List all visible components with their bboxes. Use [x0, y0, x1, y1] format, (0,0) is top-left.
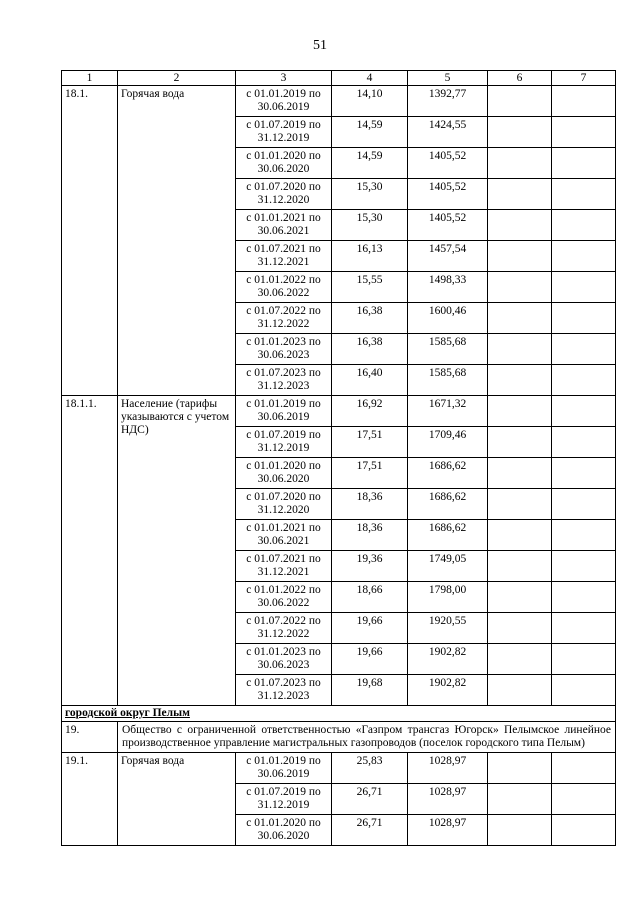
- value-col4: 15,55: [332, 272, 408, 303]
- value-col5: 1902,82: [408, 675, 488, 706]
- value-col5: 1424,55: [408, 117, 488, 148]
- value-col4: 15,30: [332, 210, 408, 241]
- empty-col6: [488, 815, 552, 846]
- empty-col7: [552, 753, 616, 784]
- empty-col7: [552, 396, 616, 427]
- value-col5: 1671,32: [408, 396, 488, 427]
- value-col5: 1902,82: [408, 644, 488, 675]
- value-col5: 1405,52: [408, 179, 488, 210]
- empty-col6: [488, 458, 552, 489]
- section-title: городской округ Пелым: [62, 706, 616, 722]
- value-col5: 1585,68: [408, 365, 488, 396]
- empty-col6: [488, 784, 552, 815]
- value-col4: 14,10: [332, 86, 408, 117]
- empty-col7: [552, 644, 616, 675]
- empty-col6: [488, 179, 552, 210]
- organization-row: [62, 722, 616, 753]
- column-header: 7: [552, 71, 616, 86]
- empty-col7: [552, 210, 616, 241]
- value-col5: 1686,62: [408, 520, 488, 551]
- empty-col6: [488, 303, 552, 334]
- period-cell: с 01.07.2022 по 31.12.2022: [236, 613, 332, 644]
- period-cell: с 01.07.2021 по 31.12.2021: [236, 241, 332, 272]
- value-col5: 1028,97: [408, 815, 488, 846]
- period-cell: с 01.01.2019 по 30.06.2019: [236, 396, 332, 427]
- value-col5: 1405,52: [408, 210, 488, 241]
- empty-col7: [552, 117, 616, 148]
- value-col5: 1749,05: [408, 551, 488, 582]
- table-row: [62, 753, 616, 784]
- header-row: [62, 71, 616, 86]
- empty-col7: [552, 489, 616, 520]
- period-cell: с 01.07.2020 по 31.12.2020: [236, 489, 332, 520]
- period-cell: с 01.01.2022 по 30.06.2022: [236, 272, 332, 303]
- empty-col7: [552, 551, 616, 582]
- value-col4: 26,71: [332, 815, 408, 846]
- period-cell: с 01.01.2021 по 30.06.2021: [236, 210, 332, 241]
- value-col5: 1709,46: [408, 427, 488, 458]
- empty-col6: [488, 427, 552, 458]
- empty-col7: [552, 179, 616, 210]
- value-col5: 1028,97: [408, 753, 488, 784]
- period-cell: с 01.01.2019 по 30.06.2019: [236, 86, 332, 117]
- empty-col6: [488, 489, 552, 520]
- column-header: 6: [488, 71, 552, 86]
- value-col5: 1392,77: [408, 86, 488, 117]
- item-number: 18.1.: [62, 86, 118, 396]
- empty-col6: [488, 210, 552, 241]
- value-col4: 18,36: [332, 489, 408, 520]
- item-name: Горячая вода: [118, 753, 236, 846]
- org-name: Общество с ограниченной ответственностью «Газпром трансгаз Югорск» Пелымское линейное производственное управление магистральных газопроводов (поселок городского типа Пелым): [118, 722, 616, 753]
- empty-col7: [552, 582, 616, 613]
- empty-col6: [488, 613, 552, 644]
- period-cell: с 01.07.2023 по 31.12.2023: [236, 675, 332, 706]
- value-col4: 17,51: [332, 427, 408, 458]
- value-col5: 1457,54: [408, 241, 488, 272]
- period-cell: с 01.01.2021 по 30.06.2021: [236, 520, 332, 551]
- period-cell: с 01.07.2022 по 31.12.2022: [236, 303, 332, 334]
- section-row: [62, 706, 616, 722]
- period-cell: с 01.01.2023 по 30.06.2023: [236, 334, 332, 365]
- value-col5: 1600,46: [408, 303, 488, 334]
- empty-col6: [488, 396, 552, 427]
- value-col4: 15,30: [332, 179, 408, 210]
- value-col4: 26,71: [332, 784, 408, 815]
- period-cell: с 01.07.2021 по 31.12.2021: [236, 551, 332, 582]
- empty-col6: [488, 241, 552, 272]
- value-col4: 16,92: [332, 396, 408, 427]
- value-col4: 16,38: [332, 334, 408, 365]
- period-cell: с 01.01.2023 по 30.06.2023: [236, 644, 332, 675]
- value-col4: 18,66: [332, 582, 408, 613]
- value-col4: 16,38: [332, 303, 408, 334]
- item-number: 18.1.1.: [62, 396, 118, 706]
- column-header: 4: [332, 71, 408, 86]
- empty-col7: [552, 784, 616, 815]
- column-header: 3: [236, 71, 332, 86]
- column-header: 5: [408, 71, 488, 86]
- empty-col7: [552, 241, 616, 272]
- empty-col7: [552, 815, 616, 846]
- value-col4: 19,68: [332, 675, 408, 706]
- value-col5: 1686,62: [408, 489, 488, 520]
- value-col4: 14,59: [332, 148, 408, 179]
- empty-col6: [488, 551, 552, 582]
- item-number: 19.1.: [62, 753, 118, 846]
- period-cell: с 01.01.2022 по 30.06.2022: [236, 582, 332, 613]
- empty-col6: [488, 117, 552, 148]
- empty-col6: [488, 582, 552, 613]
- empty-col6: [488, 86, 552, 117]
- empty-col6: [488, 334, 552, 365]
- value-col5: 1405,52: [408, 148, 488, 179]
- empty-col7: [552, 675, 616, 706]
- table-row: [62, 396, 616, 427]
- value-col4: 25,83: [332, 753, 408, 784]
- empty-col7: [552, 303, 616, 334]
- empty-col6: [488, 365, 552, 396]
- value-col4: 17,51: [332, 458, 408, 489]
- empty-col7: [552, 427, 616, 458]
- empty-col6: [488, 644, 552, 675]
- table-row: [62, 86, 616, 117]
- empty-col7: [552, 334, 616, 365]
- period-cell: с 01.01.2020 по 30.06.2020: [236, 458, 332, 489]
- empty-col7: [552, 86, 616, 117]
- empty-col6: [488, 272, 552, 303]
- value-col5: 1498,33: [408, 272, 488, 303]
- value-col4: 19,66: [332, 644, 408, 675]
- value-col4: 19,66: [332, 613, 408, 644]
- value-col5: 1798,00: [408, 582, 488, 613]
- value-col5: 1686,62: [408, 458, 488, 489]
- empty-col7: [552, 458, 616, 489]
- period-cell: с 01.07.2019 по 31.12.2019: [236, 117, 332, 148]
- value-col5: 1028,97: [408, 784, 488, 815]
- value-col5: 1585,68: [408, 334, 488, 365]
- column-header: 1: [62, 71, 118, 86]
- period-cell: с 01.01.2019 по 30.06.2019: [236, 753, 332, 784]
- empty-col6: [488, 753, 552, 784]
- item-name: Горячая вода: [118, 86, 236, 396]
- empty-col7: [552, 272, 616, 303]
- empty-col6: [488, 148, 552, 179]
- empty-col7: [552, 520, 616, 551]
- empty-col7: [552, 148, 616, 179]
- value-col4: 16,13: [332, 241, 408, 272]
- empty-col6: [488, 675, 552, 706]
- page-number: 51: [313, 38, 327, 53]
- period-cell: с 01.07.2023 по 31.12.2023: [236, 365, 332, 396]
- value-col4: 16,40: [332, 365, 408, 396]
- period-cell: с 01.01.2020 по 30.06.2020: [236, 148, 332, 179]
- period-cell: с 01.07.2019 по 31.12.2019: [236, 427, 332, 458]
- empty-col7: [552, 613, 616, 644]
- value-col4: 18,36: [332, 520, 408, 551]
- value-col4: 14,59: [332, 117, 408, 148]
- period-cell: с 01.07.2020 по 31.12.2020: [236, 179, 332, 210]
- column-header: 2: [118, 71, 236, 86]
- value-col4: 19,36: [332, 551, 408, 582]
- tariff-table: [61, 70, 616, 846]
- empty-col7: [552, 365, 616, 396]
- empty-col6: [488, 520, 552, 551]
- org-number: 19.: [62, 722, 118, 753]
- period-cell: с 01.01.2020 по 30.06.2020: [236, 815, 332, 846]
- period-cell: с 01.07.2019 по 31.12.2019: [236, 784, 332, 815]
- item-name: Население (тарифы указываются с учетом НДС): [118, 396, 236, 706]
- value-col5: 1920,55: [408, 613, 488, 644]
